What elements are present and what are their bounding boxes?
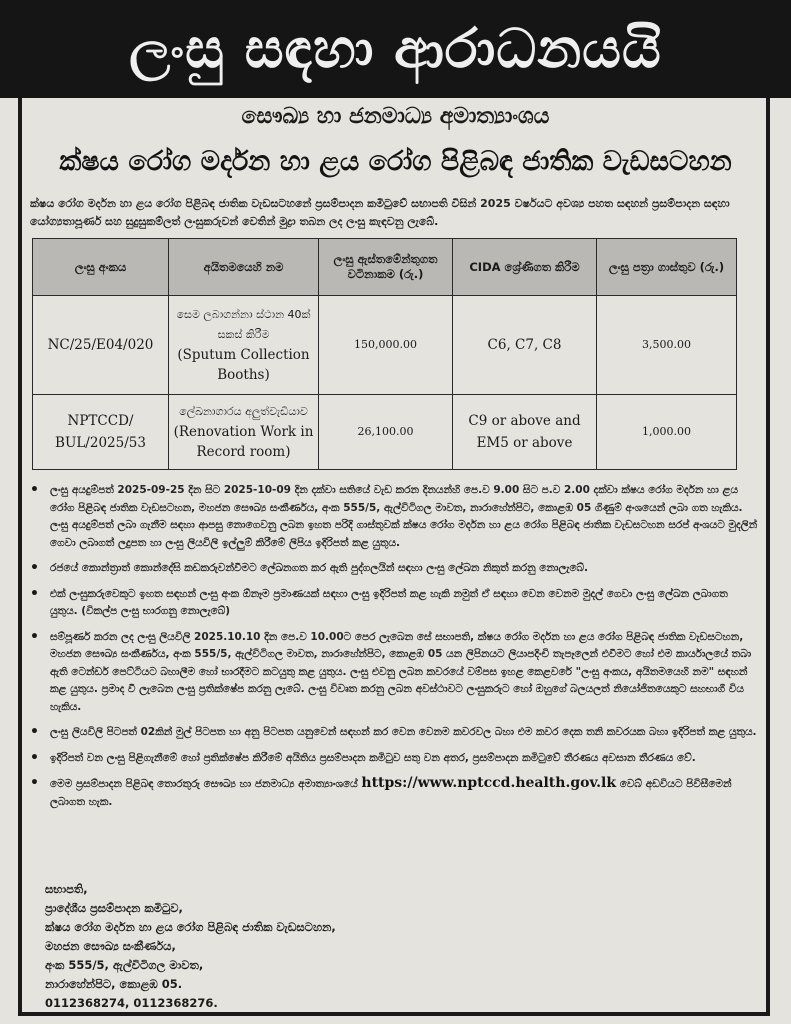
item-name-cell bbox=[169, 394, 319, 469]
fee-cell: 3,500.00 bbox=[597, 296, 737, 395]
table-row bbox=[33, 296, 737, 395]
list-item: • එක් ලංසුකරුවෙකුට ඉහත සඳහන් ලංසු අංක ඕනෑම ප්‍රමාණයක් සඳහා ලංසු ඉදිරිපත් කළ හැකි නමුත් ඒ සඳහා වෙන වෙනම මුදල් ගෙවා ලංසු ලේඛන ලබාගත යුතුය. (විකල්ප ලංසු භාරගනු නොලැබේ) bbox=[28, 586, 758, 621]
ministry-name: සෞඛ්‍ය හා ජනමාධ්‍ය අමාත්‍යාංශය bbox=[241, 104, 550, 129]
item-name-si: ලේඛනාගාරය අලුත්වැඩියාව bbox=[179, 404, 308, 418]
bid-no-cell: NPTCCD/ BUL/2025/53 bbox=[33, 394, 169, 469]
bid-no-cell: NC/25/E04/020 bbox=[33, 296, 169, 395]
table-row bbox=[33, 394, 737, 469]
address-line: ප්‍රාදේශීය ප්‍රසම්පාදන කමිටුව, bbox=[45, 901, 183, 915]
list-item: • ලංසු අයදුම්පත් 2025-09-25 දින සිට 2025-10-09 දින දක්වා සතියේ වැඩ කරන දිනයන්හි පෙ.ව 9.00 සිට ප.ව 2.00 දක්වා ක්ෂය රෝග මර්දන හා ළය රෝග පිළිබඳ ජාතික වැඩසටහන, මහජන සෞඛ්‍ය සංකීර්ණය, අංක 555/5, ඇල්විටිගල මාවත, නාරාහේන්පිට, කොළඹ 05 ගිණුම් අංශයෙන් ලබා ගත හැකිය. ලංසු අයදුම්පත් ලබා ගැනීම සඳහා ආපසු නොගෙවනු ලබන ඉහත පරිදි ගාස්තුවක් ක්ෂය රෝග මර්දන හා ළය රෝග පිළිබඳ ජාතික වැඩසටහන සරප් අංශයට මුදලින් ගෙවා ලබාගත් ලදුපත හා ලංසු ලියවිලි ඉල්ලුම් කිරීමේ ලිපිය ඉදිරිපත් කළ යුතුය. bbox=[28, 482, 758, 552]
link-note-before: මෙම ප්‍රසම්පාදන පිළිබඳ තොරතුරු සෞඛ්‍ය හා ජනමාධ්‍ය අමාත්‍යාංශයේ bbox=[50, 778, 362, 790]
list-item: • රජයේ කොන්ත්‍රාත් කොන්දේසි කඩකරුවන්වීමට ලේඛනගත කර ඇති පුද්ගලයින් සඳහා ලංසු ලේඛන නිකුත් කරනු නොලැබේ. bbox=[28, 560, 758, 578]
address-line: අංක 555/5, ඇල්විටිගල මාවත, bbox=[45, 958, 204, 972]
programme-name: ක්ෂය රෝග මර්දන හා ළය රෝග පිළිබඳ ජාතික වැඩසටහන bbox=[59, 146, 732, 177]
cida-cell: C6, C7, C8 bbox=[453, 296, 597, 395]
address-line: මහජන සෞඛ්‍ය සංකීර්ණය, bbox=[45, 939, 176, 953]
col-cida: CIDA ශ්‍රේණිගත කිරීම bbox=[453, 239, 597, 296]
fee-cell: 1,000.00 bbox=[597, 394, 737, 469]
contact-address bbox=[45, 880, 545, 1013]
col-bid-no: ලංසු අංකය bbox=[33, 239, 169, 296]
address-line: සභාපති, bbox=[45, 882, 88, 896]
col-fee: ලංසු පත්‍රා ගාස්තුව (රු.) bbox=[597, 239, 737, 296]
address-line: නාරාහේන්පිට, කොළඹ 05. bbox=[45, 977, 183, 991]
phone-numbers: 0112368274, 0112368276. bbox=[45, 996, 218, 1010]
col-estimate: ලංසු ඇස්තමේන්තුගත වටිනාකම (රු.) bbox=[319, 239, 453, 296]
intro-paragraph: ක්ෂය රෝග මර්දන හා ළය රෝග පිළිබඳ ජාතික වැඩසටහනේ ප්‍රසම්පාදන කමිටුවේ සභාපති විසින් 2025 වර්ෂයට අවශ්‍ය පහත සඳහන් ප්‍රසම්පාදන සඳහා යෝග්‍යතාපූර්ණ සහ සුදුසුකම්ලත් ලංසුකරුවන් වෙතින් මුද්‍රා තබන ලද ලංසු කැඳවනු ලැබේ. bbox=[30, 197, 730, 228]
list-item: • ඉදිරිපත් වන ලංසු පිළිගැනීමේ හෝ ප්‍රතික්ෂේප කිරීමේ අයිතිය ප්‍රසම්පාදන කමිටුව සතු වන අතර, ප්‍රසම්පාදන කමිටුවේ තීරණය අවසාන තීරණය වේ. bbox=[28, 750, 758, 768]
address-line: ක්ෂය රෝග මර්දන හා ළය රෝග පිළිබඳ ජාතික වැඩසටහන, bbox=[45, 920, 336, 934]
col-item-name: අයිතමයෙහි නම bbox=[169, 239, 319, 296]
estimate-cell: 150,000.00 bbox=[319, 296, 453, 395]
notes-list bbox=[28, 482, 758, 819]
list-item bbox=[28, 775, 758, 811]
header-banner bbox=[0, 0, 791, 98]
list-item: • සම්පූර්ණ කරන ලද ලංසු ලියවිලි 2025.10.10 දින පෙ.ව 10.00ට පෙර ලැබෙන සේ සභාපති, ක්ෂය රෝග මර්දන හා ළය රෝග පිළිබඳ ජාතික වැඩසටහන, මහජන සෞඛ්‍ය සංකීර්ණය, අංක 555/5, ඇල්විටිගල මාවත, නාරාහේන්පිට, කොළඹ 05 යන ලිපිනයට ලියාපදිංචි තැපෑලෙන් එවීමට හෝ එම කාර්යාලයේ තබා ඇති ටෙන්ඩර් පෙට්ටියට බහාලීම හෝ භාරදීමට කටයුතු කළ යුතුය. ලංසු එවනු ලබන කවරයේ වම්පස ඉහළ කෙළවරේ "ලංසු අංකය, අයිතමයෙහි නම" සඳහන් කළ යුතුය. ප්‍රමාද වී ලැබෙන ලංසු ප්‍රතික්ෂේප කරනු ලැබේ. ලංසු විවෘත කරනු ලබන අවස්ථාවට ලංසුකරුට හෝ ඔහුගේ බලයලත් නියෝජිතයෙකුට සහභාගී විය හැකිය. bbox=[28, 629, 758, 717]
estimate-cell: 26,100.00 bbox=[319, 394, 453, 469]
table-header-row bbox=[33, 239, 737, 296]
item-name-en: (Sputum Collection Booths) bbox=[177, 346, 310, 383]
item-name-cell bbox=[169, 296, 319, 395]
website-link[interactable]: https://www.nptccd.health.gov.lk bbox=[361, 775, 617, 791]
cida-cell: C9 or above and EM5 or above bbox=[453, 394, 597, 469]
list-item: • ලංසු ලියවිලි පිටපත් 02කින් මුල් පිටපත හා අනු පිටපත යනුවෙන් සඳහන් කර වෙන වෙනම කවරවල බහා එම කවර දෙක තනි කවරයක බහා ඉදිරිපත් කළ යුතුය. bbox=[28, 724, 758, 742]
banner-title: ලංසු සඳහා ආරාධනයයි bbox=[129, 17, 662, 80]
link-note-after: වෙබ් අඩවියට පිවිසීමෙන් ලබාගත හැක. bbox=[50, 778, 732, 808]
item-name-en: (Renovation Work in Record room) bbox=[173, 423, 314, 460]
bids-table bbox=[32, 238, 737, 470]
item-name-si: සෙම ලබාගන්නා ස්ථාන 40ක් සකස් කිරීම bbox=[176, 307, 311, 341]
